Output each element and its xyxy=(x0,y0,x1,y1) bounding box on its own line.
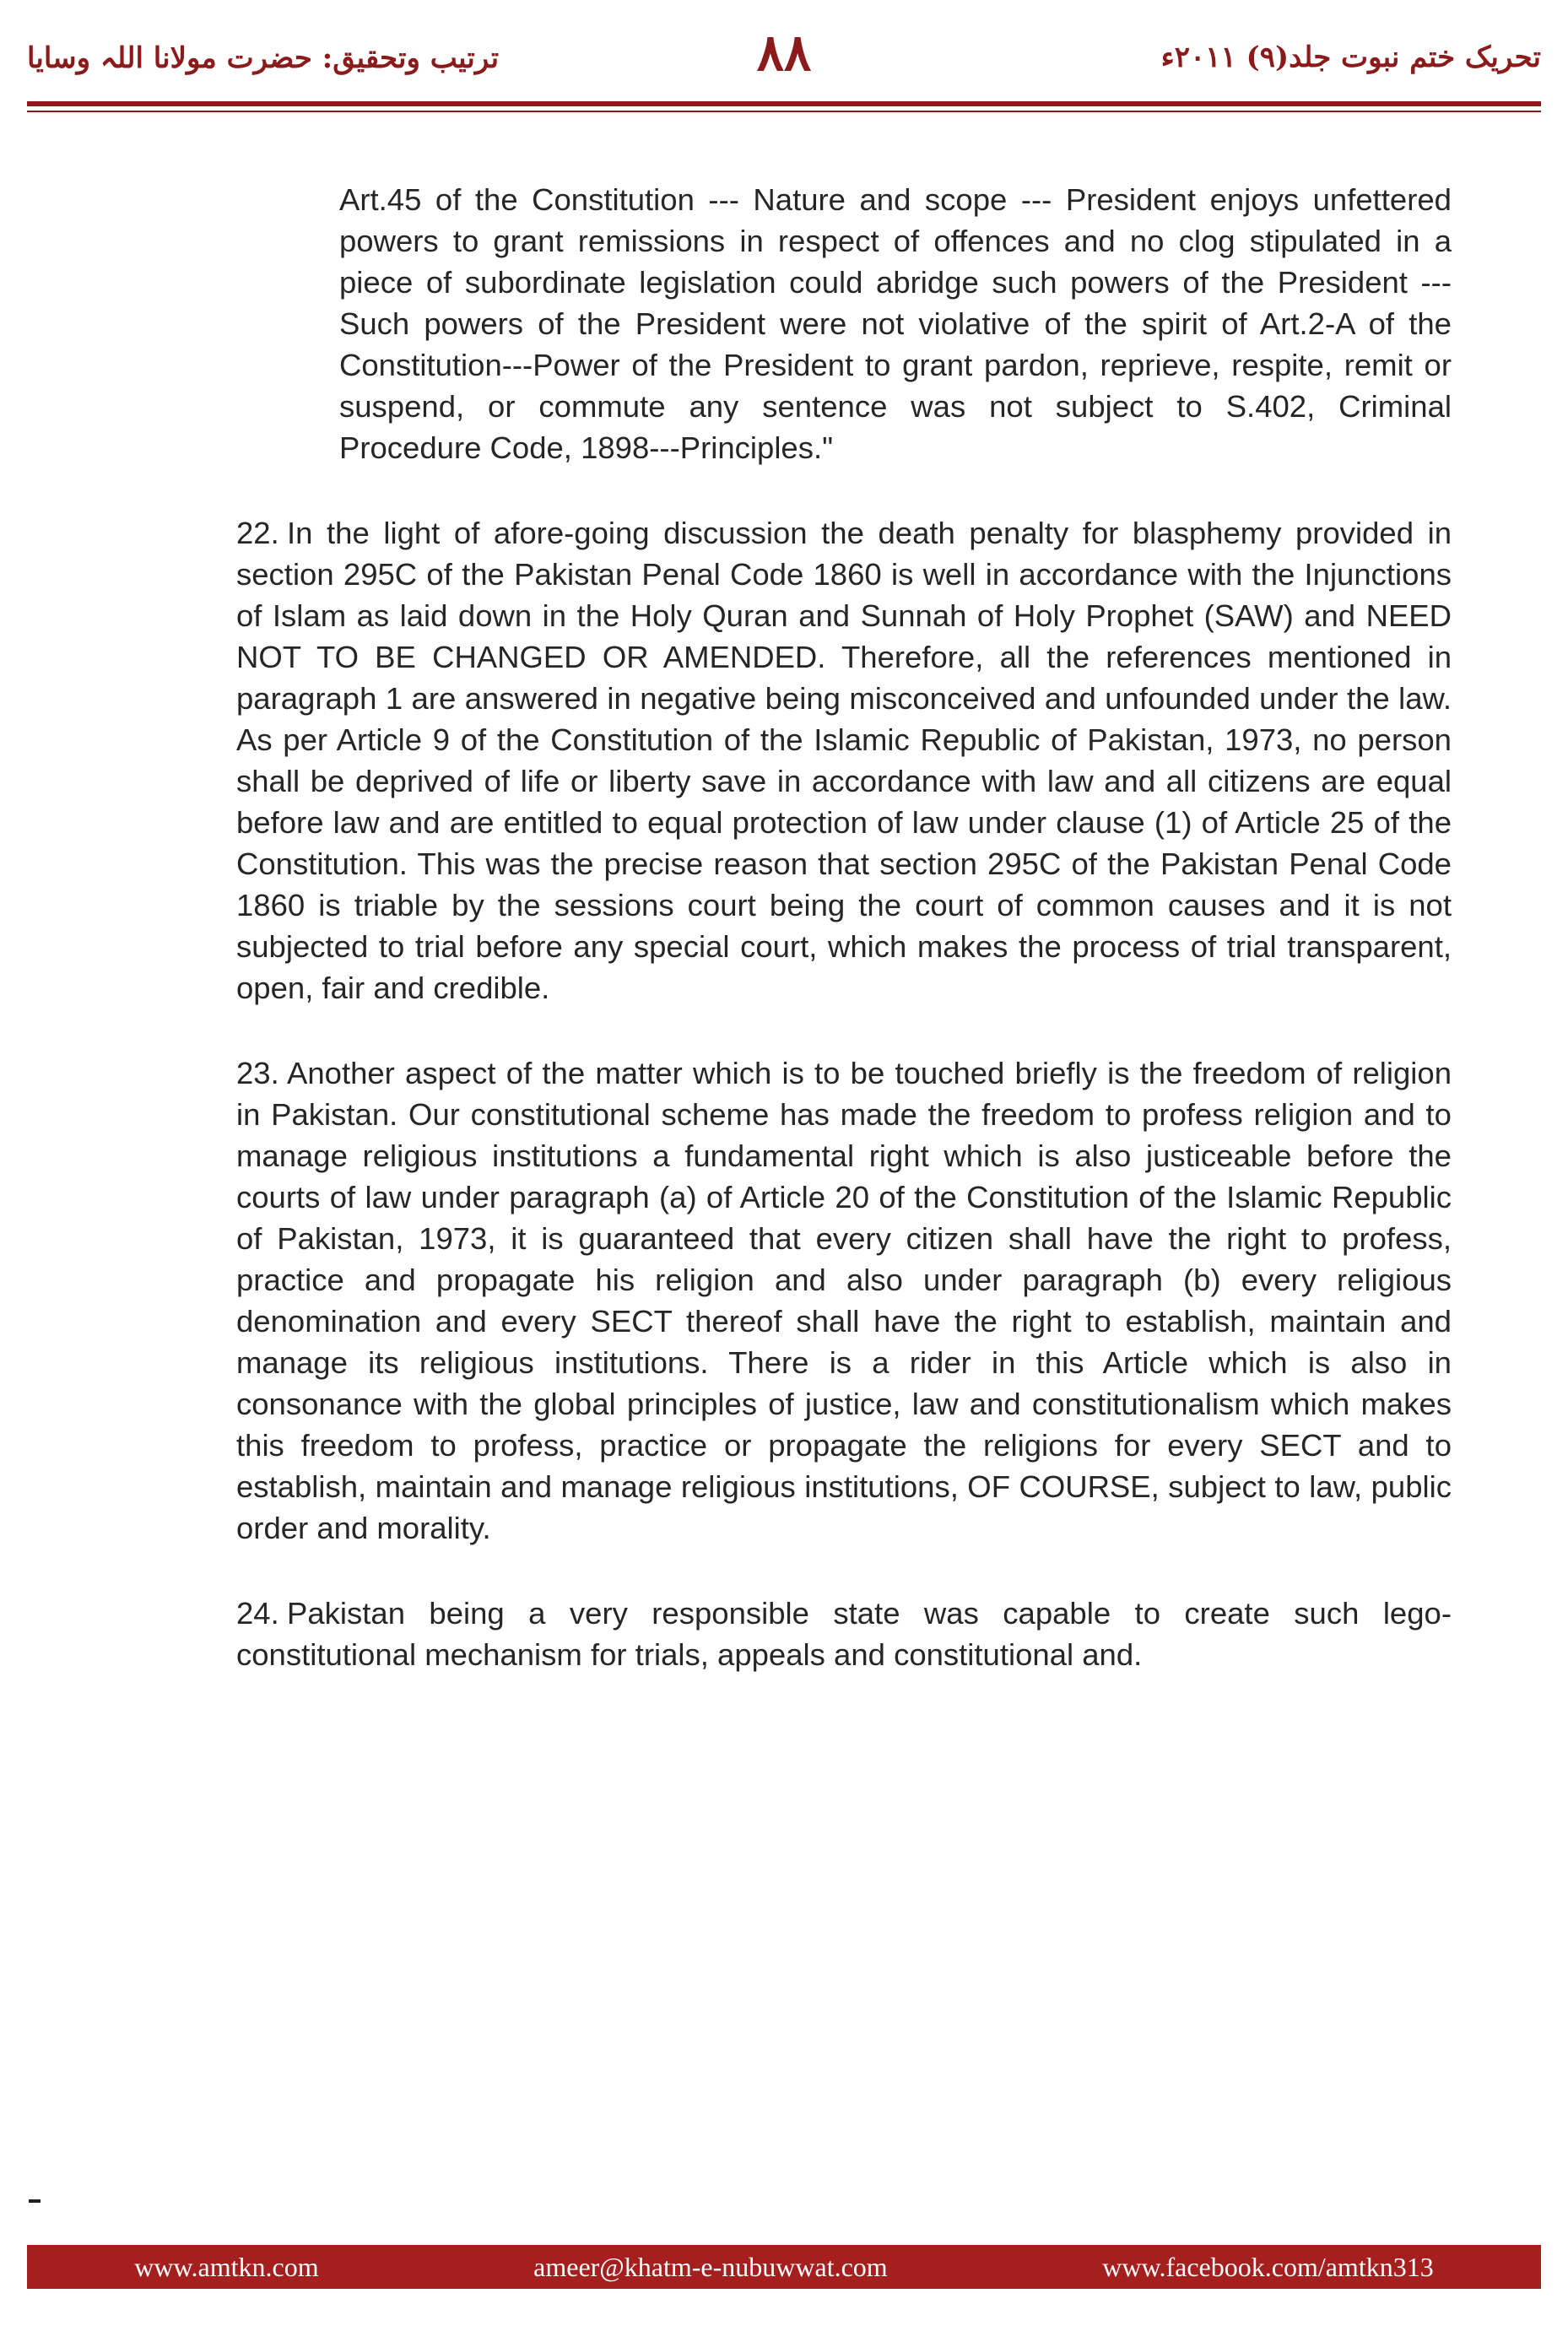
footer-email-link[interactable]: ameer@khatm-e-nubuwwat.com xyxy=(533,2251,888,2282)
paragraph-text: Pakistan being a very responsible state was capable to create such lego-constitutional mechanism for trials, appeals and constitutional and. xyxy=(236,1596,1452,1672)
header-rule-thin xyxy=(27,111,1541,112)
paragraph-23 xyxy=(236,1052,1452,1549)
scan-mark xyxy=(29,2199,41,2203)
paragraph-22 xyxy=(236,512,1452,1009)
footer-website-link[interactable]: www.amtkn.com xyxy=(134,2251,319,2282)
document-body xyxy=(236,179,1452,1719)
paragraph-text: Another aspect of the matter which is to be touched briefly is the freedom of religion in Pakistan. Our constitutional scheme has made the freedom to profess religion and to manage religious institutions a fundamental right which is also justiceable before the courts of law under paragraph (a) of Article 20 of the Constitution of the Islamic Republic of Pakistan, 1973, it is guaranteed that every citizen shall have the right to profess, practice and propagate his religion and also under paragraph (b) every religious denomination and every SECT thereof shall have the right to establish, maintain and manage its religious institutions. There is a rider in this Article which is also in consonance with the global principles of justice, law and constitutionalism which makes this freedom to profess, practice or propagate the religions for every SECT and to establish, maintain and manage religious institutions, OF COURSE, subject to law, public order and morality. xyxy=(236,1056,1452,1545)
page-number: ۸۸ xyxy=(756,24,812,83)
header-rule-thick xyxy=(27,101,1541,106)
paragraph-number: 22. xyxy=(236,516,279,550)
page-footer xyxy=(27,2245,1541,2289)
paragraph-number: 23. xyxy=(236,1056,279,1090)
paragraph-text: In the light of afore-going discussion the death penalty for blasphemy provided in section 295C of the Pakistan Penal Code 1860 is well in accordance with the Injunctions of Islam as laid down in the Holy Quran and Sunnah of Holy Prophet (SAW) and NEED NOT TO BE CHANGED OR AMENDED. Therefore, all the references mentioned in paragraph 1 are answered in negative being misconceived and unfounded under the law. As per Article 9 of the Constitution of the Islamic Republic of Pakistan, 1973, no person shall be deprived of life or liberty save in accordance with law and all citizens are equal before law and are entitled to equal protection of law under clause (1) of Article 25 of the Constitution. This was the precise reason that section 295C of the Pakistan Penal Code 1860 is triable by the sessions court being the court of common causes and it is not subjected to trial before any special court, which makes the process of trial transparent, open, fair and credible. xyxy=(236,516,1452,1005)
header-book-title: تحریک ختم نبوت جلد(۹) ۲۰۱۱ء xyxy=(1160,41,1541,74)
page-header xyxy=(27,17,1541,93)
paragraph-24 xyxy=(236,1593,1452,1675)
footer-facebook-link[interactable]: www.facebook.com/amtkn313 xyxy=(1102,2251,1434,2282)
header-compiler: ترتیب وتحقیق: حضرت مولانا اللہ وسایا xyxy=(27,41,500,75)
quoted-headnote: Art.45 of the Constitution --- Nature and scope --- President enjoys unfettered powers to grant remissions in respect of offences and no clog stipulated in a piece of subordinate legislation could abridge such powers of the President --- Such powers of the President were not violative of the spirit of Art.2-A of the Constitution---Power of the President to grant pardon, reprieve, respite, remit or suspend, or commute any sentence was not subject to S.402, Criminal Procedure Code, 1898---Principles." xyxy=(339,182,1452,465)
paragraph-number: 24. xyxy=(236,1596,279,1631)
